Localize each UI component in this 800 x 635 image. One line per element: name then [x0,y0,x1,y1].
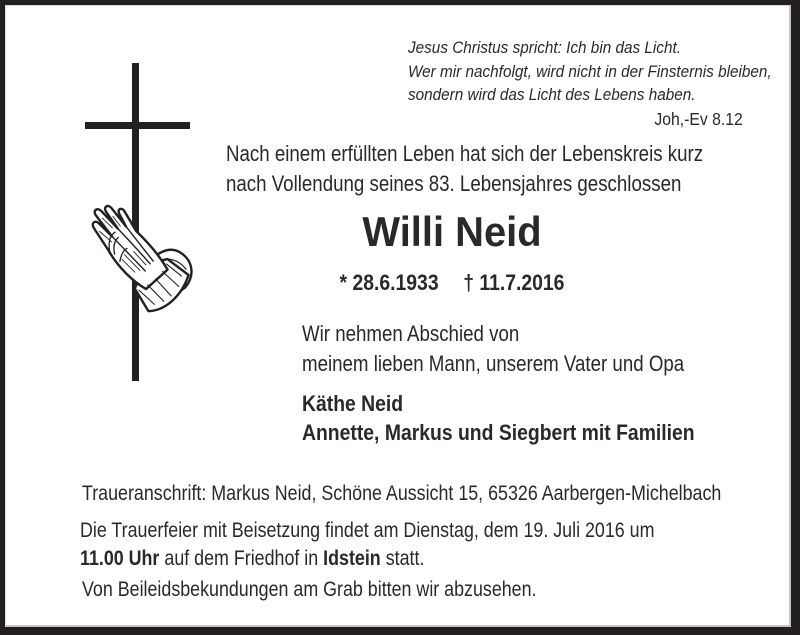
ceremony-time: 11.00 Uhr [80,546,160,570]
birth-date: * 28.6.1933 [339,270,439,295]
farewell-text [302,319,684,379]
scripture-quote [408,36,772,131]
mourning-address: Traueranschrift: Markus Neid, Schöne Aussicht 15, 65326 Aarbergen-Michelbach [82,482,722,505]
farewell-line: meinem lieben Mann, unserem Vater und Opa [302,351,685,376]
ceremony-info [80,517,654,572]
intro-line: nach Vollendung seines 83. Lebensjahres geschlossen [226,171,682,196]
ceremony-line: Die Trauerfeier mit Beisetzung findet am Dienstag, dem 19. Juli 2016 um [80,519,655,542]
ceremony-place: Idstein [323,546,381,570]
farewell-line: Wir nehmen Abschied von [302,321,520,346]
death-date: † 11.7.2016 [463,270,565,295]
deceased-name: Willi Neid [362,208,542,255]
scripture-line: sondern wird das Licht des Lebens haben. [408,85,696,104]
intro-text [226,139,703,199]
obituary-card [5,5,791,627]
condolence-note: Von Beileidsbekundungen am Grab bitten wir abzusehen. [82,578,537,601]
mourner-line: Annette, Markus und Siegbert mit Familien [302,420,695,445]
ceremony-line [80,545,654,573]
mourners-names [302,389,695,447]
cross-icon [85,122,190,129]
intro-line: Nach einem erfüllten Leben hat sich der Lebenskreis kurz [226,141,704,166]
scripture-reference: Joh,-Ev 8.12 [654,108,743,129]
praying-hands-icon [73,187,197,329]
ceremony-mid-text: auf dem Friedhof in [164,546,319,570]
life-dates [253,269,651,297]
mourner-line: Käthe Neid [302,391,404,416]
scripture-line: Wer mir nachfolgt, wird nicht in der Finsternis bleiben, [408,61,772,81]
scripture-line: Jesus Christus spricht: Ich bin das Licht. [408,38,681,57]
ceremony-end-text: statt. [385,546,425,570]
